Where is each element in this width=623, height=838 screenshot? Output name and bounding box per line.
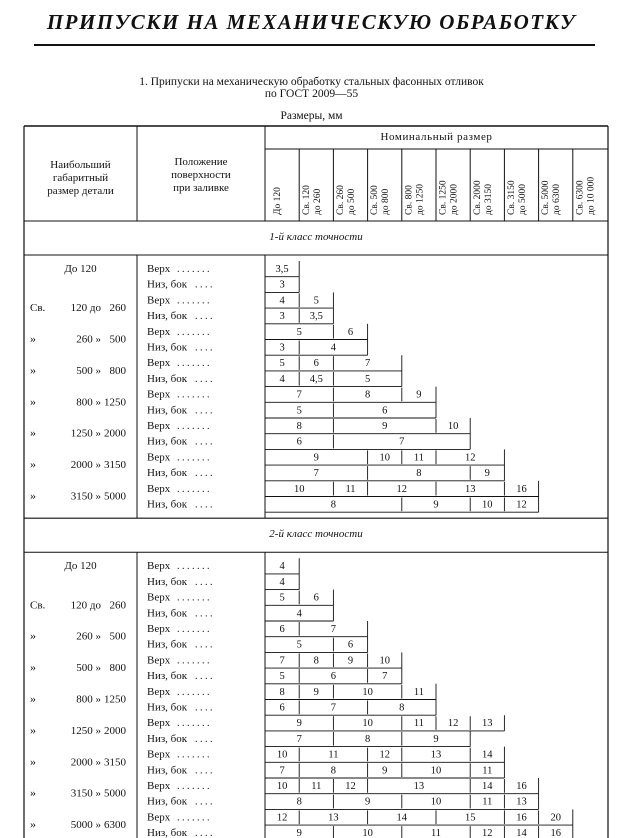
size-range-from: 120 до	[70, 302, 101, 315]
leader-dots: . . . .	[195, 608, 213, 620]
allowance-value: 7	[364, 358, 371, 370]
allowance-value: 5	[296, 405, 302, 417]
size-range-from: 260 »	[76, 333, 101, 346]
size-range-from: 2000 »	[70, 459, 101, 472]
leader-dots: . . . .	[195, 702, 213, 714]
size-range-prefix: »	[30, 488, 36, 503]
leader-dots: . . . . . . .	[177, 295, 210, 307]
size-range-to: 1250	[104, 396, 126, 409]
size-range-from: 500 »	[76, 364, 101, 377]
allowance-value: 10	[276, 781, 288, 792]
allowance-value: 16	[550, 828, 561, 838]
allowance-value: 7	[296, 389, 302, 401]
surface-position-label: Верх	[147, 717, 171, 730]
leader-dots: . . . .	[195, 311, 213, 323]
allowance-value: 10	[293, 483, 305, 495]
allowance-value: 10	[276, 749, 288, 761]
surface-position-label: Верх	[147, 357, 171, 370]
allowance-value: 4	[279, 373, 285, 385]
allowance-value: 9	[416, 389, 422, 401]
column-header-position: Положение	[174, 156, 228, 168]
leader-dots: . . . . . . .	[177, 592, 210, 604]
surface-position-label: Низ, бок	[147, 795, 188, 808]
size-range-from: 800 »	[76, 396, 101, 409]
allowance-value: 11	[413, 452, 424, 464]
surface-position-label: Низ, бок	[147, 467, 188, 480]
leader-dots: . . . . . . .	[177, 264, 210, 275]
nominal-column-header: до 6300	[552, 184, 563, 215]
allowance-value: 5	[279, 671, 285, 683]
allowance-value: 12	[345, 781, 356, 792]
allowance-value: 9	[433, 733, 439, 745]
allowance-value: 14	[482, 781, 493, 792]
leader-dots: . . . . . . .	[177, 389, 210, 401]
size-range-from: 1250 »	[70, 427, 101, 440]
allowance-value: 7	[330, 702, 337, 714]
surface-position-label: Верх	[147, 420, 171, 432]
surface-position-label: Низ, бок	[147, 638, 188, 651]
allowance-value: 7	[399, 436, 405, 448]
leader-dots: . . . . . . .	[177, 686, 210, 698]
size-range-prefix: »	[30, 660, 36, 675]
allowance-value: 5	[296, 326, 302, 338]
nominal-column-header: до 3150	[483, 184, 494, 215]
size-range-to: 6300	[104, 819, 126, 832]
leader-dots: . . . .	[195, 373, 213, 385]
allowance-value: 7	[296, 733, 302, 745]
table-caption-standard: по ГОСТ 2009—55	[264, 88, 359, 100]
leader-dots: . . . .	[195, 733, 213, 745]
nominal-column-header: Св. 5000	[541, 180, 552, 215]
size-range-to: 1250	[104, 693, 126, 706]
surface-position-label: Низ, бок	[147, 575, 188, 588]
leader-dots: . . . . . . .	[177, 749, 210, 761]
size-range-prefix: »	[30, 628, 36, 643]
leader-dots: . . . .	[195, 576, 213, 588]
nominal-column-header: до 2000	[449, 184, 460, 215]
surface-position-label: Верх	[147, 482, 171, 495]
leader-dots: . . . . . . .	[177, 483, 210, 495]
allowance-value: 5	[279, 592, 285, 604]
size-range-to: 800	[109, 662, 126, 675]
nominal-size-header: Номинальный размер	[380, 131, 493, 143]
allowance-value: 13	[464, 483, 476, 495]
size-range-from: 120 до	[70, 599, 101, 612]
leader-dots: . . . .	[195, 671, 213, 683]
allowance-value: 13	[516, 796, 527, 808]
surface-position-label: Верх	[147, 451, 171, 464]
column-header-position: при заливке	[173, 182, 229, 194]
nominal-column-header: до 500	[347, 188, 357, 215]
allowance-value: 4	[279, 576, 285, 588]
allowance-value: 9	[382, 765, 388, 777]
size-range-to: 260	[109, 302, 126, 315]
nominal-column-header: Св. 120	[301, 185, 312, 215]
leader-dots: . . . .	[195, 639, 213, 651]
leader-dots: . . . .	[195, 279, 213, 291]
allowance-value: 8	[330, 499, 337, 511]
allowance-value: 8	[313, 655, 319, 667]
allowance-value: 10	[447, 421, 459, 432]
nominal-column-header: до 260	[312, 188, 323, 215]
allowance-value: 3	[279, 279, 285, 291]
leader-dots: . . . .	[195, 796, 213, 808]
leader-dots: . . . . . . .	[177, 655, 210, 667]
allowance-value: 11	[311, 781, 322, 792]
size-range-to: 800	[109, 364, 126, 377]
allowance-value: 16	[516, 781, 527, 792]
surface-position-label: Низ, бок	[147, 372, 188, 385]
size-range-from: 800 »	[76, 693, 101, 706]
surface-position-label: Низ, бок	[147, 404, 188, 417]
surface-position-label: Низ, бок	[147, 435, 188, 448]
leader-dots: . . . . . . .	[177, 561, 210, 573]
allowance-value: 12	[447, 718, 459, 730]
surface-position-label: Низ, бок	[147, 701, 188, 714]
leader-dots: . . . .	[195, 765, 213, 777]
leader-dots: . . . .	[195, 499, 213, 511]
surface-position-label: Верх	[147, 294, 171, 307]
allowance-value: 4	[296, 608, 302, 620]
size-range-to: 5000	[104, 490, 126, 503]
size-range-prefix: »	[30, 785, 36, 800]
nominal-column-header: До 120	[273, 187, 284, 215]
allowance-value: 9	[296, 718, 302, 730]
allowance-value: 13	[482, 718, 493, 730]
size-range-prefix: »	[30, 457, 36, 472]
allowance-value: 7	[313, 468, 319, 480]
surface-position-label: Верх	[147, 560, 171, 573]
size-range-from: 3150 »	[70, 787, 101, 800]
allowance-value: 5	[313, 295, 319, 307]
allowance-value: 7	[382, 671, 388, 683]
allowance-value: 9	[313, 686, 319, 698]
surface-position-label: Низ, бок	[147, 341, 188, 354]
surface-position-label: Верх	[147, 685, 171, 698]
size-range-from: 5000 »	[70, 819, 101, 832]
size-range-prefix: »	[30, 394, 36, 409]
allowance-value: 14	[396, 812, 408, 824]
leader-dots: . . . . . . .	[177, 718, 210, 730]
allowance-value: 6	[313, 592, 319, 604]
nominal-column-header: Св. 500	[370, 185, 381, 215]
leader-dots: . . . .	[195, 468, 213, 480]
leader-dots: . . . .	[195, 828, 213, 838]
allowance-value: 11	[413, 718, 424, 730]
surface-position-label: Низ, бок	[147, 732, 188, 745]
allowance-value: 9	[382, 421, 388, 432]
nominal-column-header: Св. 6300	[575, 180, 586, 215]
size-range-to: 2000	[104, 724, 126, 737]
surface-position-label: Верх	[147, 654, 171, 667]
size-range-from: До 120	[64, 560, 97, 573]
leader-dots: . . . .	[195, 405, 213, 417]
allowance-value: 9	[313, 452, 319, 464]
size-range-prefix: »	[30, 425, 36, 440]
size-range-prefix: »	[30, 331, 36, 346]
surface-position-label: Низ, бок	[147, 310, 188, 323]
leader-dots: . . . . . . .	[177, 358, 210, 370]
allowance-value: 11	[345, 483, 356, 495]
allowance-value: 6	[313, 358, 319, 370]
allowance-value: 4	[279, 295, 285, 307]
nominal-column-header: до 800	[381, 188, 392, 215]
allowance-value: 10	[362, 718, 373, 730]
size-range-prefix: Св.	[30, 302, 46, 315]
allowance-value: 6	[330, 671, 337, 683]
allowance-value: 4,5	[309, 373, 323, 385]
size-range-prefix: »	[30, 362, 36, 377]
allowance-value: 11	[328, 749, 339, 761]
surface-position-label: Низ, бок	[147, 764, 188, 777]
nominal-column-header: до 10 000	[586, 176, 597, 215]
allowance-value: 12	[464, 452, 476, 464]
size-range-to: 260	[109, 599, 126, 612]
allowance-value: 5	[296, 639, 302, 651]
column-header-size: габаритный	[52, 172, 109, 184]
surface-position-label: Верх	[147, 325, 171, 338]
page-title: ПРИПУСКИ НА МЕХАНИЧЕСКУЮ ОБРАБОТКУ	[46, 10, 577, 34]
size-range-from: 260 »	[76, 630, 101, 643]
allowance-value: 14	[516, 828, 527, 838]
allowance-value: 10	[430, 796, 442, 808]
allowance-value: 6	[347, 639, 354, 651]
allowance-value: 5	[279, 358, 285, 370]
surface-position-label: Низ, бок	[147, 607, 188, 620]
allowance-value: 14	[482, 749, 493, 761]
size-range-prefix: »	[30, 817, 36, 832]
leader-dots: . . . . . . .	[177, 624, 210, 635]
allowance-value: 6	[296, 436, 302, 448]
allowance-value: 6	[279, 624, 285, 635]
size-range-prefix: »	[30, 722, 36, 737]
leader-dots: . . . .	[195, 342, 213, 354]
allowance-value: 12	[276, 812, 288, 824]
nominal-column-header: до 1250	[415, 184, 426, 215]
size-range-from: 2000 »	[70, 756, 101, 769]
allowance-value: 10	[362, 828, 373, 838]
surface-position-label: Верх	[147, 263, 171, 275]
size-range-to: 5000	[104, 787, 126, 800]
surface-position-label: Верх	[147, 388, 171, 401]
leader-dots: . . . . . . .	[177, 326, 210, 338]
size-range-to: 3150	[104, 756, 126, 769]
surface-position-label: Верх	[147, 591, 171, 604]
allowance-value: 11	[482, 765, 493, 777]
accuracy-class-title: 1-й класс точности	[269, 231, 363, 243]
size-range-prefix: Св.	[30, 599, 46, 612]
size-range-from: До 120	[64, 263, 97, 275]
surface-position-label: Низ, бок	[147, 278, 188, 291]
allowance-value: 10	[379, 655, 390, 667]
allowance-value: 4	[279, 561, 285, 573]
allowance-value: 8	[364, 389, 371, 401]
surface-position-label: Низ, бок	[147, 498, 188, 511]
allowance-value: 16	[516, 483, 527, 495]
allowance-value: 11	[430, 828, 442, 838]
allowance-value: 12	[396, 483, 408, 495]
nominal-column-header: Св. 3150	[507, 180, 517, 215]
size-range-to: 500	[109, 333, 126, 346]
size-range-to: 3150	[104, 459, 126, 472]
size-range-to: 2000	[104, 427, 126, 440]
size-range-from: 500 »	[76, 662, 101, 675]
allowance-value: 6	[279, 702, 285, 714]
surface-position-label: Низ, бок	[147, 670, 188, 683]
leader-dots: . . . . . . .	[177, 421, 210, 432]
allowance-value: 10	[430, 765, 442, 777]
allowance-value: 8	[399, 702, 405, 714]
nominal-column-header: до 5000	[518, 184, 528, 215]
allowance-value: 8	[364, 733, 371, 745]
leader-dots: . . . . . . .	[177, 781, 210, 792]
allowance-value: 20	[550, 812, 561, 824]
nominal-column-header: Св. 800	[404, 185, 415, 215]
allowance-value: 8	[296, 796, 302, 808]
leader-dots: . . . .	[195, 436, 213, 448]
allowance-value: 11	[413, 686, 424, 698]
allowance-value: 9	[364, 796, 371, 808]
allowance-value: 3	[279, 342, 285, 354]
nominal-column-header: Св. 1250	[438, 180, 449, 215]
table-caption: 1. Припуски на механическую обработку стальных фасонных отливок	[139, 76, 484, 88]
allowance-value: 15	[464, 812, 476, 824]
allowance-value: 3,5	[309, 311, 323, 323]
allowance-value: 8	[279, 686, 285, 698]
size-range-from: 3150 »	[70, 490, 101, 503]
size-range-prefix: »	[30, 691, 36, 706]
allowance-value: 8	[416, 468, 422, 480]
allowance-value: 6	[347, 326, 354, 338]
allowance-value: 8	[330, 765, 337, 777]
allowance-value: 4	[330, 342, 337, 354]
allowance-value: 13	[413, 781, 425, 792]
accuracy-class-title: 2-й класс точности	[269, 528, 363, 541]
allowance-value: 12	[516, 499, 527, 511]
allowance-value: 9	[484, 468, 490, 480]
allowance-value: 6	[382, 405, 388, 417]
allowance-value: 12	[482, 828, 493, 838]
allowance-value: 7	[330, 624, 337, 635]
allowance-value: 5	[364, 373, 371, 385]
surface-position-label: Низ, бок	[147, 827, 188, 838]
allowance-value: 9	[296, 828, 302, 838]
surface-position-label: Верх	[147, 780, 171, 792]
leader-dots: . . . . . . .	[177, 812, 210, 824]
nominal-column-header: Св. 2000	[472, 180, 483, 215]
column-header-size: Наибольший	[50, 159, 111, 171]
table-units: Размеры, мм	[280, 110, 343, 122]
size-range-from: 1250 »	[70, 724, 101, 737]
allowance-value: 3	[279, 311, 285, 323]
allowance-value: 7	[279, 655, 285, 667]
leader-dots: . . . . . . .	[177, 452, 210, 464]
nominal-column-header: Св. 260	[336, 185, 346, 215]
allowance-value: 13	[328, 812, 339, 824]
allowance-value: 8	[296, 421, 302, 432]
column-header-position: поверхности	[171, 169, 231, 181]
allowance-value: 10	[379, 452, 390, 464]
allowance-value: 9	[433, 499, 439, 511]
size-range-prefix: »	[30, 754, 36, 769]
allowance-value: 3,5	[275, 264, 289, 275]
surface-position-label: Верх	[147, 623, 171, 635]
allowance-value: 10	[482, 499, 493, 511]
surface-position-label: Верх	[147, 811, 171, 824]
allowance-value: 16	[516, 812, 527, 824]
allowance-value: 11	[482, 796, 493, 808]
allowance-value: 10	[362, 686, 373, 698]
allowance-value: 12	[379, 749, 390, 761]
surface-position-label: Верх	[147, 748, 171, 761]
allowance-value: 7	[279, 765, 285, 777]
column-header-size: размер детали	[47, 185, 114, 197]
allowance-value: 9	[347, 655, 354, 667]
allowance-value: 13	[430, 749, 442, 761]
size-range-to: 500	[109, 630, 126, 643]
